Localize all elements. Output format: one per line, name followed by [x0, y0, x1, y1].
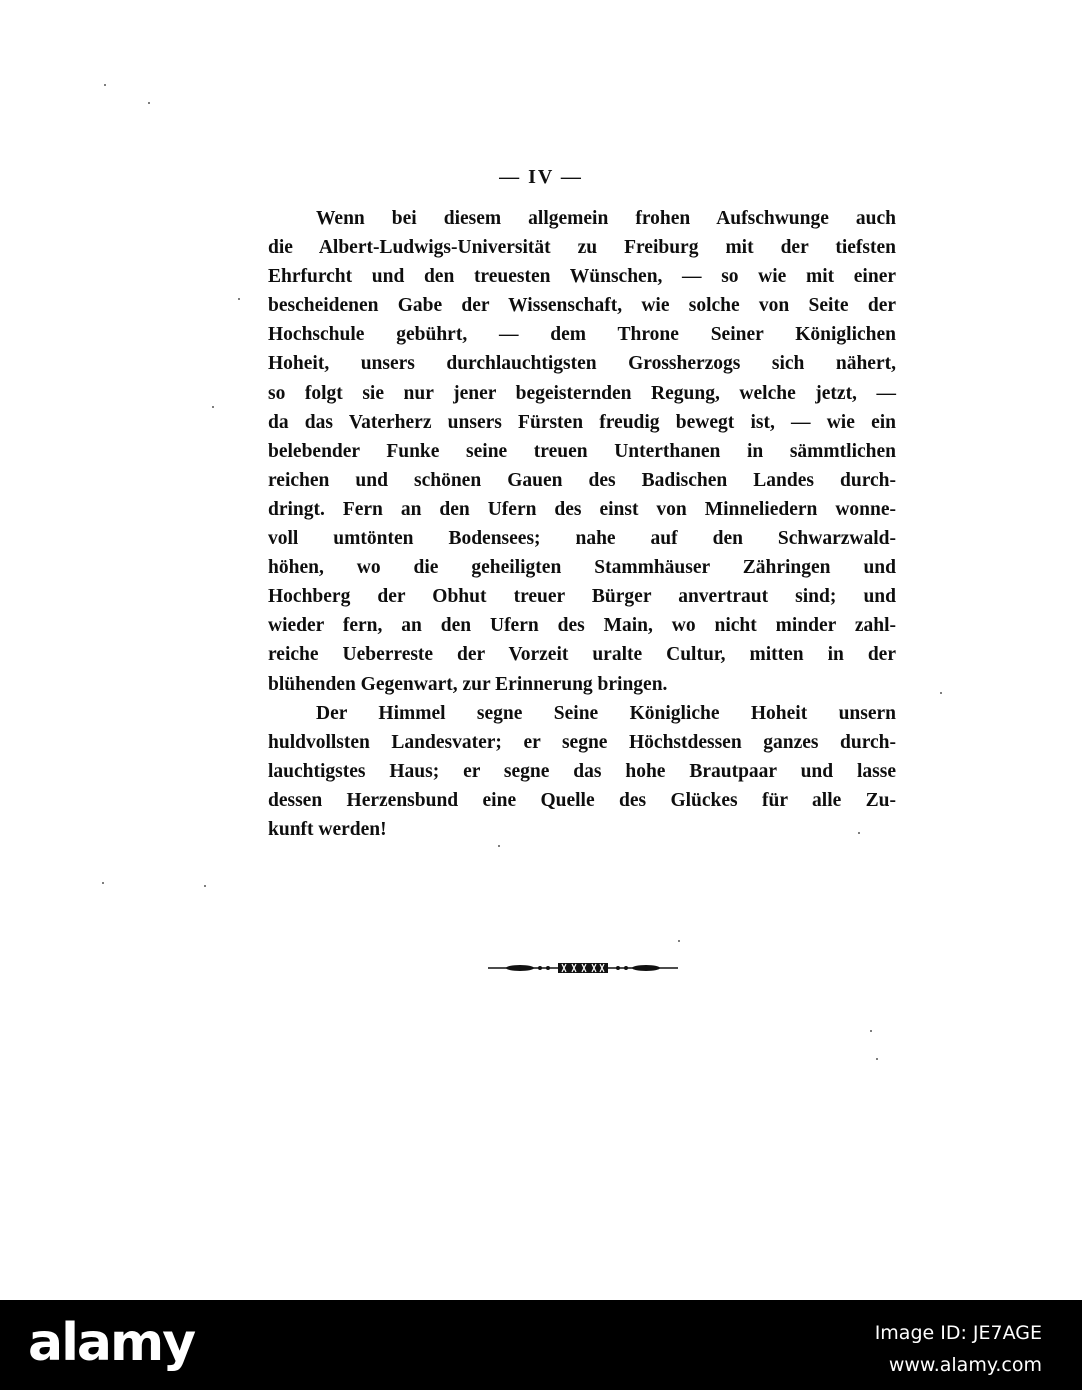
- text-line: Hochberg der Obhut treuer Bürger anvertraut sind; und: [268, 586, 896, 608]
- text-line: Der Himmel segne Seine Königliche Hoheit unsern: [316, 702, 896, 724]
- text-line: huldvollsten Landesvater; er segne Höchstdessen ganzes durch-: [268, 731, 896, 753]
- text-line: blühenden Gegenwart, zur Erinnerung bringen.: [268, 673, 668, 695]
- text-line: Hoheit, unsers durchlauchtigsten Grossherzogs sich nähert,: [268, 353, 896, 375]
- text-line: reichen und schönen Gauen des Badischen Landes durch-: [268, 469, 896, 491]
- paper-speck: [212, 406, 214, 408]
- paper-speck: [940, 692, 942, 694]
- text-line: lauchtigstes Haus; er segne das hohe Brautpaar und lasse: [268, 760, 896, 782]
- paper-speck: [238, 298, 240, 300]
- paper-speck: [104, 84, 106, 86]
- text-line: Ehrfurcht und den treuesten Wünschen, — so wie mit einer: [268, 266, 896, 288]
- text-line: bescheidenen Gabe der Wissenschaft, wie solche von Seite der: [268, 295, 896, 317]
- body-text: [268, 204, 896, 844]
- stock-footer-banner: [0, 1300, 1082, 1390]
- text-line: belebender Funke seine treuen Unterthanen in sämmtlichen: [268, 440, 896, 462]
- paper-speck: [148, 102, 150, 104]
- paper-speck: [876, 1058, 878, 1060]
- text-line: kunft werden!: [268, 818, 387, 840]
- footer-url[interactable]: www.alamy.com: [888, 1354, 1042, 1376]
- text-line: reiche Ueberreste der Vorzeit uralte Cultur, mitten in der: [268, 644, 896, 666]
- text-line: Wenn bei diesem allgemein frohen Aufschwunge auch: [316, 208, 896, 229]
- text-line: höhen, wo die geheiligten Stammhäuser Zähringen und: [268, 557, 896, 579]
- page-number: — IV —: [499, 166, 583, 188]
- image-id: Image ID: JE7AGE: [874, 1322, 1042, 1344]
- paper-speck: [204, 885, 206, 887]
- paper-speck: [870, 1030, 872, 1032]
- text-line: wieder fern, an den Ufern des Main, wo nicht minder zahl-: [268, 615, 896, 637]
- text-line: die Albert-Ludwigs-Universität zu Freiburg mit der tiefsten: [268, 237, 896, 259]
- text-line: Hochschule gebührt, — dem Throne Seiner Königlichen: [268, 324, 896, 346]
- svg-text:alamy: alamy: [28, 1313, 195, 1373]
- alamy-logo: [28, 1312, 218, 1378]
- text-line: da das Vaterherz unsers Fürsten freudig bewegt ist, — wie ein: [268, 411, 896, 433]
- paper-speck: [102, 882, 104, 884]
- ornament-rule: [488, 961, 678, 975]
- text-line: dringt. Fern an den Ufern des einst von Minneliedern wonne-: [268, 498, 896, 520]
- text-line: so folgt sie nur jener begeisternden Regung, welche jetzt, —: [268, 382, 896, 404]
- paper-speck: [858, 832, 860, 834]
- text-line: voll umtönten Bodensees; nahe auf den Schwarzwald-: [268, 528, 896, 550]
- paper-speck: [678, 940, 680, 942]
- text-line: dessen Herzensbund eine Quelle des Glückes für alle Zu-: [268, 789, 896, 811]
- paper-speck: [498, 845, 500, 847]
